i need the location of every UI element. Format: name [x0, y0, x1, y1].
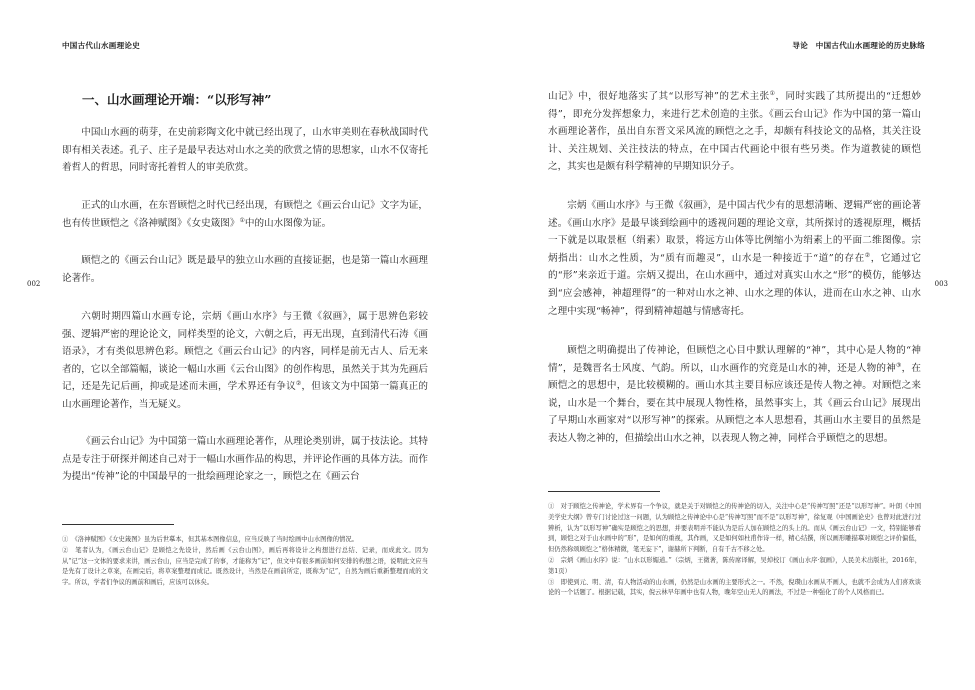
footnote-ref: ②: [864, 251, 871, 259]
footnote-rule: [548, 491, 660, 492]
paragraph: 正式的山水画，在东晋顾恺之时代已经出现，有顾恺之《画云台山记》文字为证，也有传世顾恺之《洛神赋图》《女史箴图》①中的山水图像为证。: [62, 200, 428, 229]
footnote-rule: [62, 524, 174, 525]
paragraph: 顾恺之明确提出了传神论，但顾恺之心目中默认理解的“神”，其中心是人物的“神情”，是魏晋名士风度、气韵。所以，山水画作的究竟是山水的神，还是人物的神③，在顾恺之的思想中，是比较模糊的。画山水其主要目标应该还是传人物之神。对顾恺之来说，山水是一个舞台，要在其中展现人物性格，虽然事实上，其《画云台山记》展现出了早期山水画家对“以形写神”的探索。从顾恺之本人思想看，其画山水主要目的虽然是表达人物之神的，但描绘出山水之神，以表现人物之神，同样合乎顾恺之的思想。: [548, 345, 922, 444]
paragraph: 六朝时期四篇山水画专论，宗炳《画山水序》与王微《叙画》，属于思辨色彩较强、逻辑严密的理论论文，同样类型的论文，六朝之后，再无出现，直到清代石涛《画语录》，才有类似思辨色彩。顾恺之《画云台山记》的内容，同样是前无古人、后无来者的，它以全部篇幅，谈论一幅山水画《云台山图》的创作构思，虽然关于其为先画后记，还是先记后画，抑或是述而未画，学术界还有争议②，但该文为中国第一篇真正的山水画理论著作，当无疑义。: [62, 311, 429, 410]
footnote-ref: ①: [769, 89, 776, 97]
running-head: 导论 中国古代山水画理论的历史脉络: [792, 41, 925, 50]
paragraph: 山记》中，很好地落实了其“以形写神”的艺术主张①，同时实践了其所提出的“迁想妙得”，即充分发挥想象力，来进行艺术创造的主张。《画云台山记》作为中国的第一篇山水画理论著作，虽出自东晋文采风流的顾恺之之手，却颇有科技论文的品格，其关注设计、关注规划、关注技法的特点，在中国古代画论中很有些另类。作为道教徒的顾恺之，其实也是颇有科学精神的早期知识分子。: [548, 89, 922, 173]
footnote: ③ 即使到元、明、清，有人物活动的山水画，仍然是山水画的主要形式之一。不然，倪瓒山水画从不画人，也就不会成为人们喜欢谈论的一个话题了。根据记载，其实，倪云林早年画中也有人物，晚年空山无人的画法，不过是一种强化了的个人风格而已。: [548, 578, 921, 597]
footnote-ref: ①: [239, 216, 245, 224]
footnote: ① 对于顾恺之传神论，学术界有一个争议，就是关于对顾恺之的传神论的切入，关注中心是“传神写照”还是“以形写神”。叶朗《中国美学史大纲》曾专门讨论过这一问题，认为顾恺之传神论中心是“传神写照”而不是“以形写神”，徐复观《中国画论史》也曾对此进行过辨析，认为“以形写神”确实是顾恺之的思想，并要表明并不能认为是后人加在顾恺之的头上的。而从《画云台山记》一文，特别能够看到，顾恺之对于山水画中的“形”，是如何的重视，其作画，又是如何如杜甫作诗一样，精心结撰，所以画形雕描摹对顾恺之评价偏低，但仍然称颂顾恺之“格体精微，笔无妄下”，谢赫所下判断，自有千古不移之处。: [548, 503, 921, 554]
section-title: 一、山水画理论开端：“以形写神”: [82, 92, 272, 107]
running-head: 中国古代山水画理论史: [62, 41, 140, 50]
footnote-ref: ③: [896, 361, 902, 369]
page-number: 003: [934, 280, 948, 288]
footnote: ② 宗炳《画山水序》说：“山水以形媚道。”（宗炳，王微著，陈传席译解，吴焯校订《画山水序·叙画》，人民美术出版社，2016年，第1页）: [548, 556, 921, 575]
paragraph: 《画云台山记》为中国第一篇山水画理论著作，从理论类别讲，属于技法论。其特点是专注于研探并阐述自己对于一幅山水画作品的构思，并评论作画的具体方法。而作为提出“传神”论的中国最早的一批绘画理论家之一，顾恺之在《画云台: [62, 436, 428, 483]
page-number: 002: [27, 280, 41, 288]
paragraph: 顾恺之的《画云台山记》既是最早的独立山水画的直接证据，也是第一篇山水画理论著作。: [62, 255, 428, 284]
right-page: [488, 0, 975, 690]
footnote: ① 《洛神赋图》《女史箴图》虽为后世摹本，但其基本图像信息，应当反映了当时绘画中山水图像的情况。: [62, 536, 358, 543]
paragraph: 宗炳《画山水序》与王微《叙画》，是中国古代少有的思想清晰、逻辑严密的画论著述。《画山水序》是最早谈到绘画中的透视问题的理论文章，其所探讨的透视原理，概括一下就是以取景框（绢素）取景，将远方山体等比例缩小为绢素上的平面二维图像。宗炳指出：山水之性质，为“质有而趣灵”，山水是一种接近于“道”的存在②，它通过它的“形”来亲近于道。宗炳又提出，在山水画中，通过对真实山水之“形”的模仿，能够达到“应会感神，神超理得”的一种对山水之神、山水之理的体认，进而在山水之神、山水之理中实现“畅神”，得到精神超越与情感寄托。: [548, 200, 921, 317]
left-page: [0, 0, 487, 690]
paragraph: 中国山水画的萌芽，在史前彩陶文化中就已经出现了，山水审美则在春秋战国时代即有相关表述。孔子、庄子是最早表达对山水之美的欣赏之情的思想家，山水不仅寄托着哲人的哲思，同时寄托着哲人的审美欣赏。: [62, 127, 428, 174]
footnote: ② 笔者认为，《画云台山记》是顾恺之先设计，然后画《云台山图》，画后再将设计之构想进行总结、记录，而成此文。因为从“记”这一文体的要求来讲，画云台山，应当是完成了的事，才能称为“记”，但文中有很多画前如何安排的构想之语，说明此文应当是先有了设计之草案，在画完后，将草案整理而成记。既然设计，当然是在画前所定，既称为“记”，自然为画后重新整理而成的文字。所以，学者们争议的画前和画后，应该可以休矣。: [62, 546, 428, 587]
footnote-ref: ②: [295, 380, 302, 388]
footnotes: [548, 502, 921, 599]
footnotes: [62, 535, 428, 589]
